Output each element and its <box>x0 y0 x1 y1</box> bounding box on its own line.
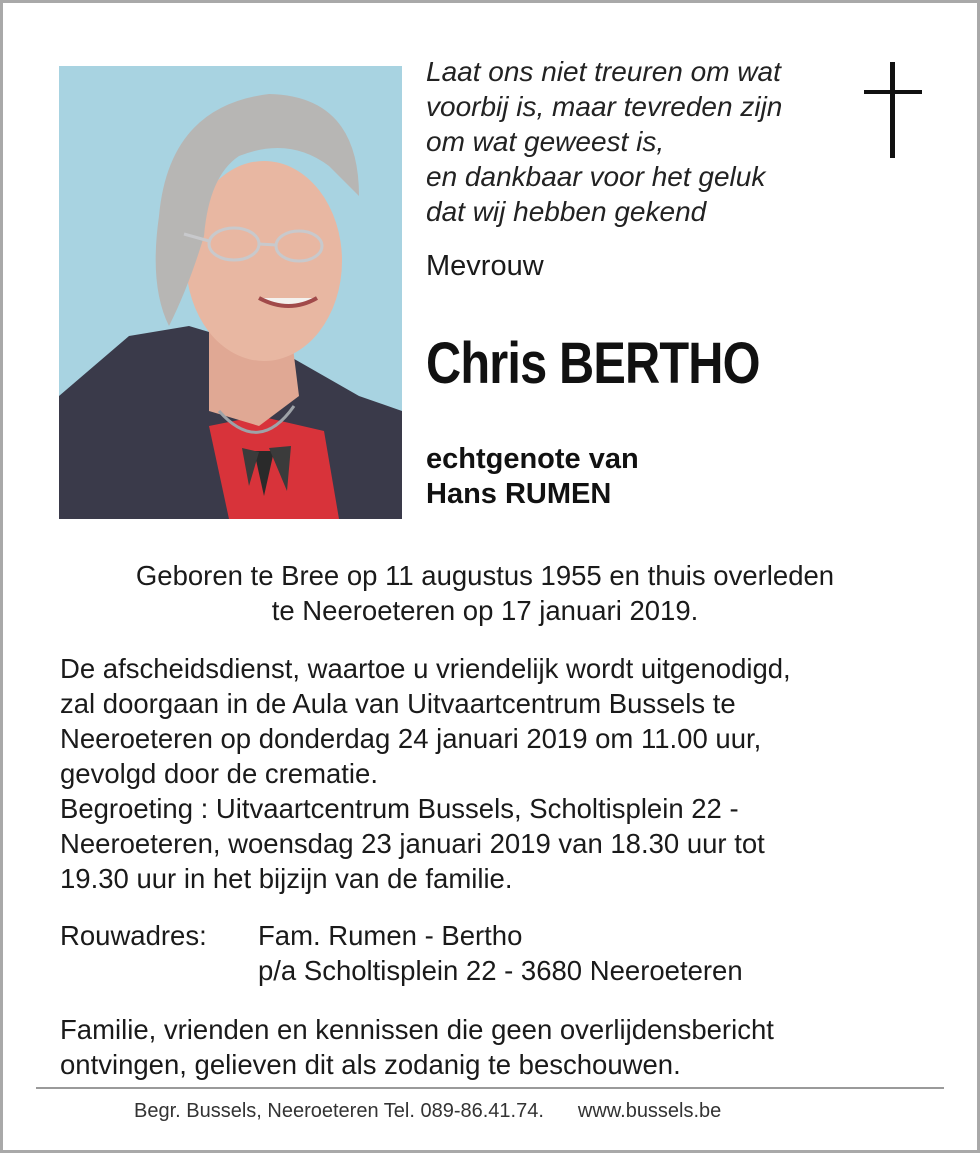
address-line: Fam. Rumen - Bertho <box>258 920 523 951</box>
birth-death-info <box>60 558 910 628</box>
spouse-relation <box>426 442 639 512</box>
service-line: De afscheidsdienst, waartoe u vriendelijk wordt uitgenodigd, <box>60 653 791 684</box>
relation-label: echtgenote van <box>426 443 639 475</box>
closing-note <box>60 1012 774 1082</box>
spouse-name: Hans RUMEN <box>426 478 612 510</box>
latin-cross-icon <box>864 62 922 160</box>
closing-line: ontvingen, gelieven dit als zodanig te beschouwen. <box>60 1049 681 1080</box>
address-label: Rouwadres: <box>60 920 207 951</box>
service-line: gevolgd door de crematie. <box>60 758 378 789</box>
portrait-photo <box>59 66 402 519</box>
verse-line: en dankbaar voor het geluk <box>426 161 766 192</box>
service-line: Neeroeteren, woensdag 23 januari 2019 van 18.30 uur tot <box>60 828 765 859</box>
deceased-name: Chris BERTHO <box>426 331 760 396</box>
service-line: Neeroeteren op donderdag 24 januari 2019 om 11.00 uur, <box>60 723 762 754</box>
verse-line: dat wij hebben gekend <box>426 196 707 227</box>
website-link[interactable]: www.bussels.be <box>577 1100 722 1122</box>
verse-line: om wat geweest is, <box>426 126 665 157</box>
memorial-verse <box>426 54 846 229</box>
birth-death-line: Geboren te Bree op 11 augustus 1955 en thuis overleden <box>135 560 835 591</box>
verse-line: voorbij is, maar tevreden zijn <box>426 91 783 122</box>
address-line: p/a Scholtisplein 22 - 3680 Neeroeteren <box>258 955 743 986</box>
service-line: zal doorgaan in de Aula van Uitvaartcentrum Bussels te <box>60 688 736 719</box>
footer <box>134 1100 721 1123</box>
verse-line: Laat ons niet treuren om wat <box>426 56 781 87</box>
birth-death-line: te Neeroeteren op 17 januari 2019. <box>271 595 699 626</box>
honorific: Mevrouw <box>426 250 544 282</box>
service-line: 19.30 uur in het bijzijn van de familie. <box>60 863 513 894</box>
closing-line: Familie, vrienden en kennissen die geen overlijdensbericht <box>60 1014 774 1045</box>
undertaker-info: Begr. Bussels, Neeroeteren Tel. 089-86.41.74. <box>134 1100 544 1122</box>
footer-divider <box>36 1087 944 1089</box>
address-value <box>258 918 743 988</box>
service-line: Begroeting : Uitvaartcentrum Bussels, Scholtisplein 22 - <box>60 793 739 824</box>
service-info <box>60 651 940 896</box>
